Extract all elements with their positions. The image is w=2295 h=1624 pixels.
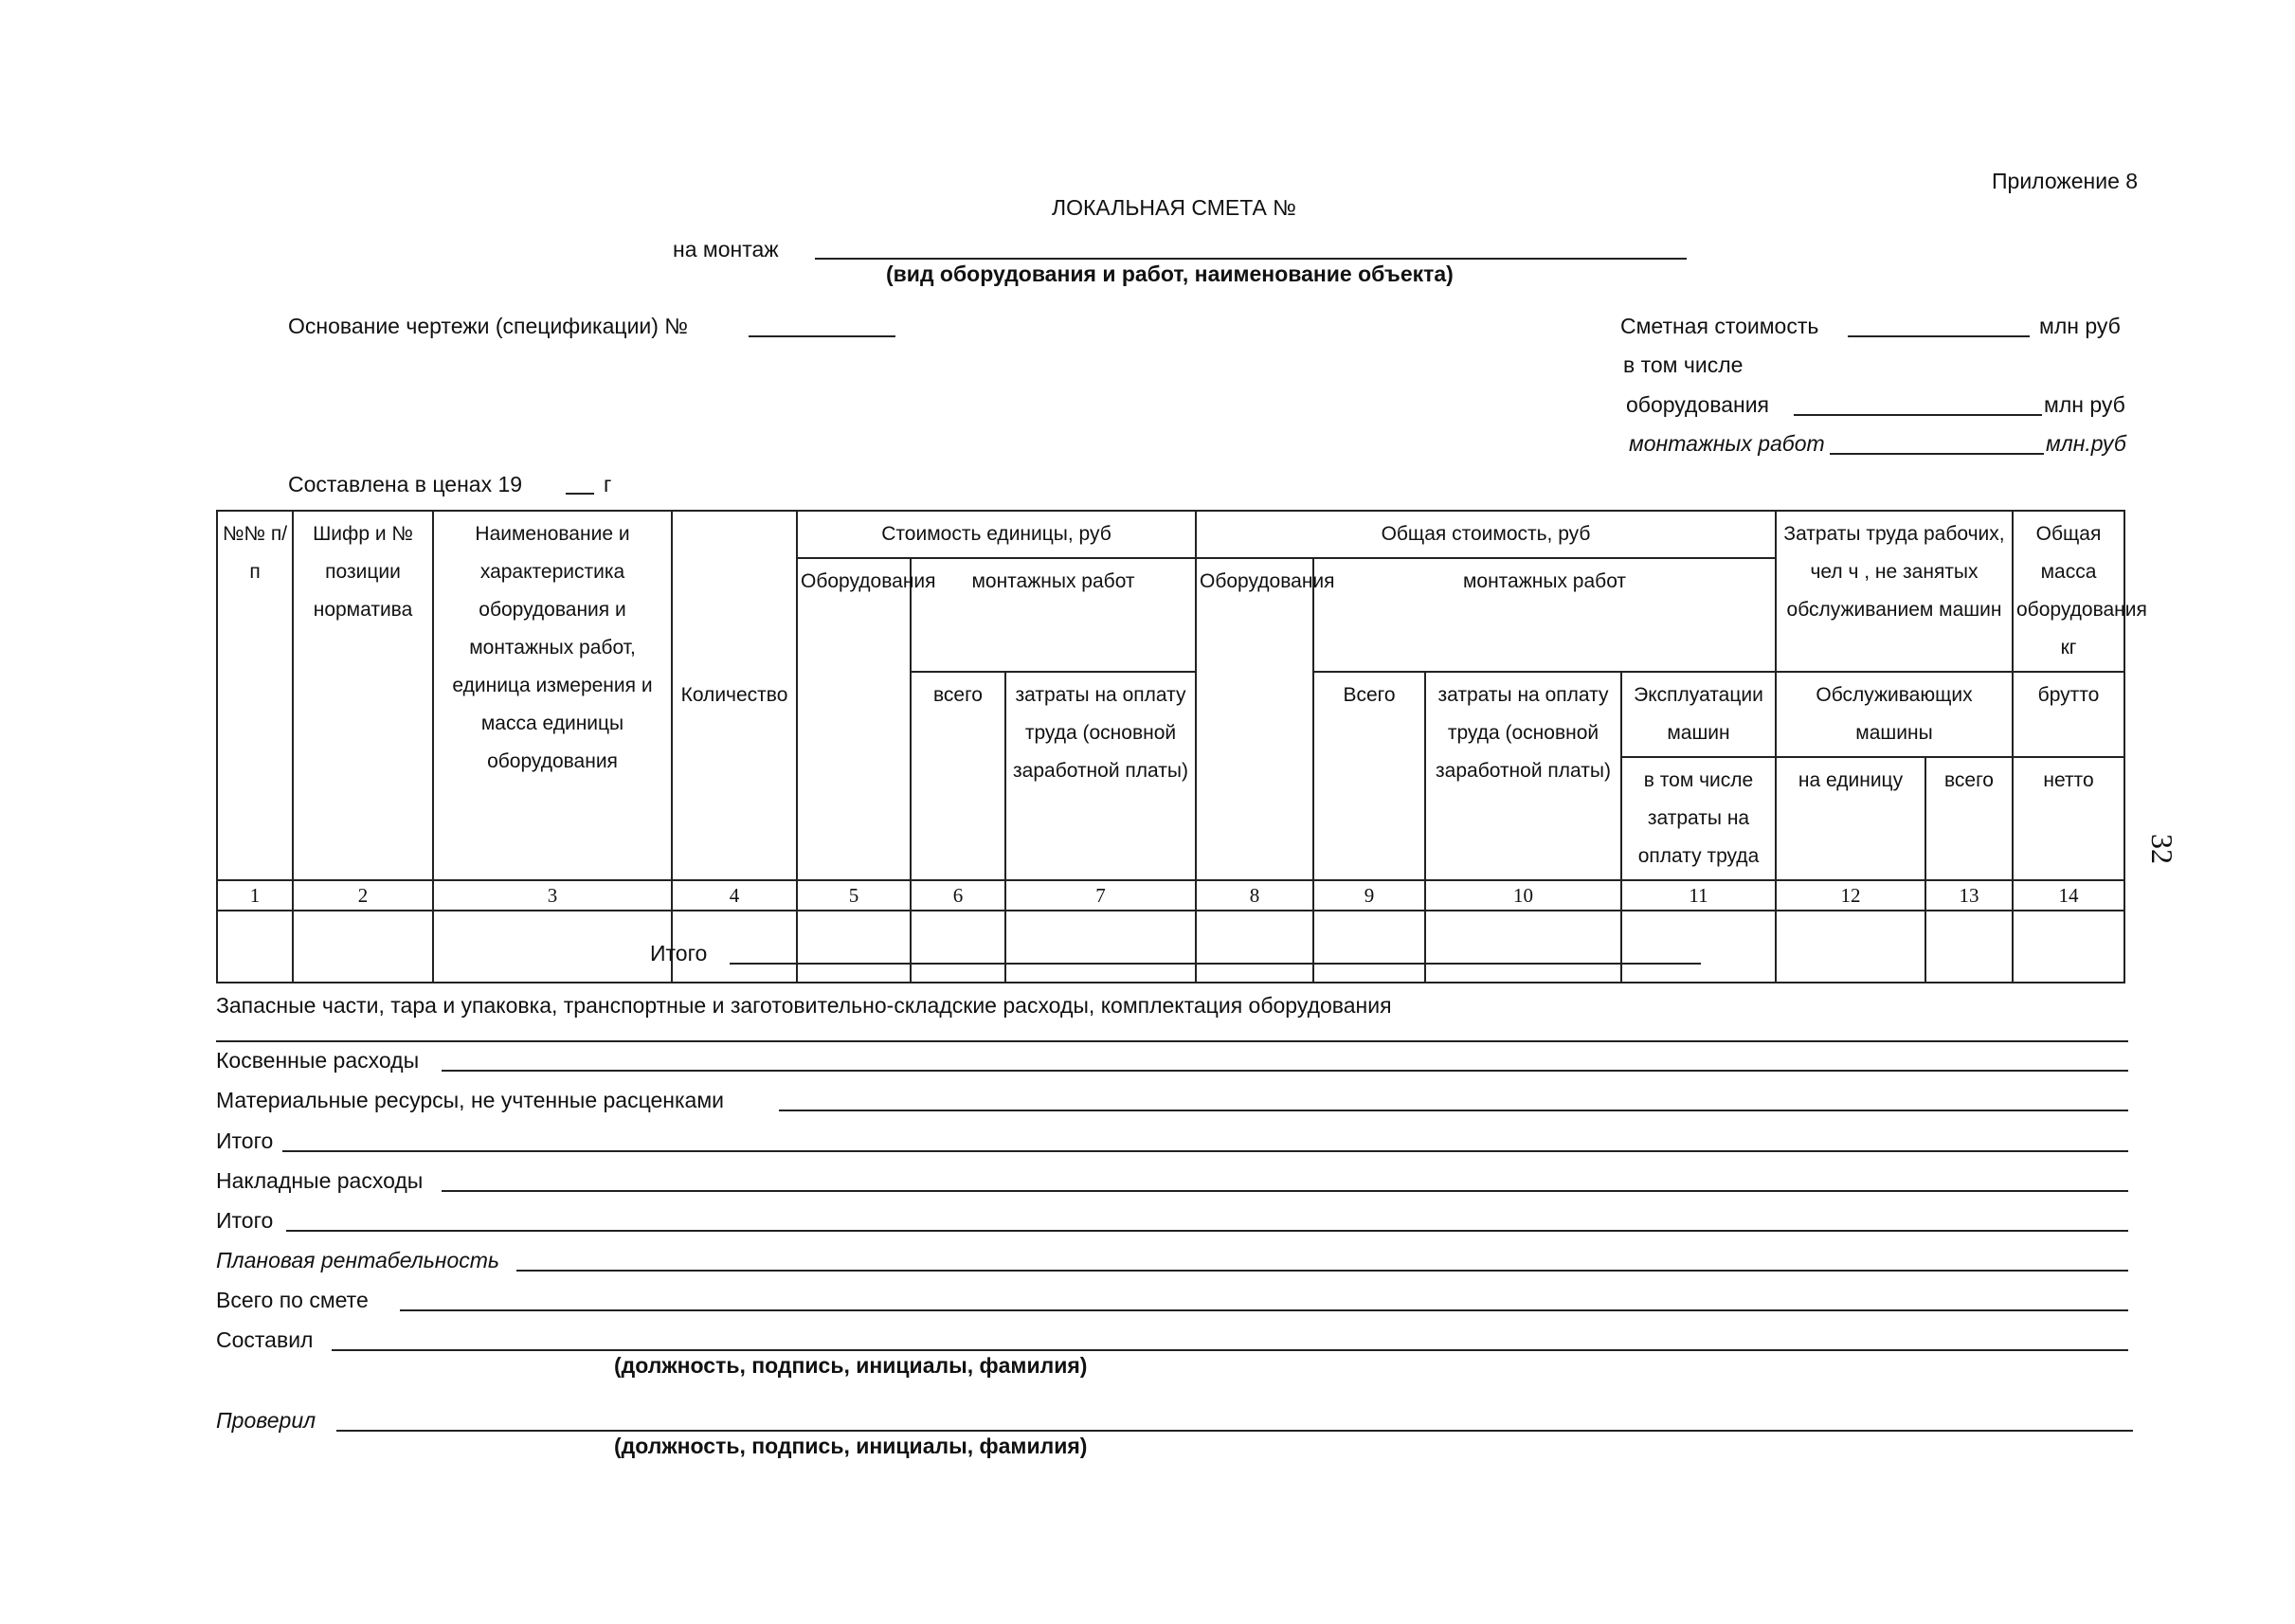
table-cell[interactable] bbox=[1196, 911, 1313, 983]
checked-caption: (должность, подпись, инициалы, фамилия) bbox=[614, 1434, 1088, 1458]
itogo-field-line[interactable] bbox=[730, 963, 1701, 965]
basis-label: Основание чертежи (спецификации) № bbox=[288, 314, 689, 338]
header-net: нетто bbox=[2013, 757, 2124, 880]
header-mass: Общая масса оборудования кг bbox=[2013, 511, 2124, 672]
mount-works-field-line[interactable] bbox=[1830, 453, 2044, 455]
header-gross: брутто bbox=[2013, 672, 2124, 757]
header-mount2: монтажных работ bbox=[1313, 558, 1776, 672]
equipment-unit: млн руб bbox=[2044, 392, 2125, 417]
header-name: Наименование и характеристика оборудования и монтажных работ, единица измерения и масса единицы оборудования bbox=[433, 511, 672, 880]
header-total-cost: Общая стоимость, руб bbox=[1196, 511, 1776, 558]
checked-field-line[interactable] bbox=[336, 1430, 2133, 1432]
overhead-field-line[interactable] bbox=[442, 1190, 2128, 1192]
spare-parts-field-line[interactable] bbox=[216, 1040, 2128, 1042]
col-number: 6 bbox=[911, 880, 1005, 911]
itogo2-field-line[interactable] bbox=[282, 1150, 2128, 1152]
col-number: 3 bbox=[433, 880, 672, 911]
spare-parts-label: Запасные части, тара и упаковка, транспортные и заготовительно-складские расходы, комплектация оборудования bbox=[216, 993, 1392, 1018]
mount-works-unit: млн.руб bbox=[2046, 431, 2126, 456]
header-total2: Всего bbox=[1313, 672, 1425, 880]
table-cell[interactable] bbox=[1005, 911, 1196, 983]
compiled-caption: (должность, подпись, инициалы, фамилия) bbox=[614, 1353, 1088, 1378]
itogo3-label: Итого bbox=[216, 1208, 274, 1233]
itogo2-label: Итого bbox=[216, 1128, 274, 1153]
header-unit-cost: Стоимость единицы, руб bbox=[797, 511, 1196, 558]
indirect-label: Косвенные расходы bbox=[216, 1048, 420, 1073]
header-mount: монтажных работ bbox=[911, 558, 1196, 672]
table-cell[interactable] bbox=[1313, 911, 1425, 983]
col-number: 2 bbox=[293, 880, 433, 911]
equipment-label: оборудования bbox=[1626, 392, 1769, 417]
header-equip: Оборудования bbox=[797, 558, 911, 880]
overhead-label: Накладные расходы bbox=[216, 1168, 424, 1193]
mount-label: на монтаж bbox=[673, 237, 779, 262]
page-number: 32 bbox=[2145, 834, 2179, 864]
incl-label: в том числе bbox=[1623, 352, 1744, 377]
header-qty: Количество bbox=[672, 511, 797, 880]
col-number: 5 bbox=[797, 880, 911, 911]
header-labor: Затраты труда рабочих, чел ч , не занятых обслуживанием машин bbox=[1776, 511, 2013, 672]
table-cell[interactable] bbox=[217, 911, 293, 983]
materials-label: Материальные ресурсы, не учтенные расценками bbox=[216, 1088, 725, 1112]
col-number: 1 bbox=[217, 880, 293, 911]
header-wages: затраты на оплату труда (основной заработной платы) bbox=[1005, 672, 1196, 880]
header-exploit: Эксплуатации машин bbox=[1621, 672, 1776, 757]
col-number: 8 bbox=[1196, 880, 1313, 911]
document-title: ЛОКАЛЬНАЯ СМЕТА № bbox=[1052, 195, 1296, 220]
cost-unit: млн руб bbox=[2039, 314, 2121, 338]
prices-year-label: Составлена в ценах 19 bbox=[288, 472, 523, 496]
mount-works-label: монтажных работ bbox=[1629, 431, 1825, 456]
table-cell[interactable] bbox=[293, 911, 433, 983]
table-cell[interactable] bbox=[1621, 911, 1776, 983]
header-serving: Обслуживающих машины bbox=[1776, 672, 2013, 757]
col-number: 9 bbox=[1313, 880, 1425, 911]
table-cell[interactable] bbox=[1425, 911, 1621, 983]
mount-field-line[interactable] bbox=[815, 258, 1687, 260]
cost-field-line[interactable] bbox=[1848, 335, 2030, 337]
col-number: 12 bbox=[1776, 880, 1925, 911]
cost-label: Сметная стоимость bbox=[1620, 314, 1819, 338]
header-all: всего bbox=[1925, 757, 2013, 880]
header-per-unit: на единицу bbox=[1776, 757, 1925, 880]
indirect-field-line[interactable] bbox=[442, 1070, 2128, 1072]
header-num: №№ п/п bbox=[217, 511, 293, 880]
col-number: 11 bbox=[1621, 880, 1776, 911]
profit-field-line[interactable] bbox=[516, 1270, 2128, 1272]
col-number: 14 bbox=[2013, 880, 2124, 911]
table-row bbox=[217, 911, 2124, 983]
table-cell[interactable] bbox=[2013, 911, 2124, 983]
col-number: 4 bbox=[672, 880, 797, 911]
year-field-line[interactable] bbox=[566, 493, 594, 495]
itogo3-field-line[interactable] bbox=[286, 1230, 2128, 1232]
table-cell[interactable] bbox=[797, 911, 911, 983]
table-cell[interactable] bbox=[433, 911, 672, 983]
year-suffix: г bbox=[604, 472, 612, 496]
materials-field-line[interactable] bbox=[779, 1110, 2128, 1111]
header-incl-wages: в том числе затраты на оплату труда bbox=[1621, 757, 1776, 880]
header-equip2: Оборудования bbox=[1196, 558, 1313, 880]
col-number: 7 bbox=[1005, 880, 1196, 911]
col-number: 10 bbox=[1425, 880, 1621, 911]
header-total: всего bbox=[911, 672, 1005, 880]
table-cell[interactable] bbox=[911, 911, 1005, 983]
total-label: Всего по смете bbox=[216, 1288, 369, 1312]
checked-label: Проверил bbox=[216, 1408, 316, 1433]
total-field-line[interactable] bbox=[400, 1309, 2128, 1311]
profit-label: Плановая рентабельность bbox=[216, 1248, 500, 1272]
table-cell[interactable] bbox=[1776, 911, 1925, 983]
itogo-label: Итого bbox=[650, 941, 708, 965]
compiled-label: Составил bbox=[216, 1327, 314, 1352]
header-wages2: затраты на оплату труда (основной заработной платы) bbox=[1425, 672, 1621, 880]
equipment-field-line[interactable] bbox=[1794, 414, 2042, 416]
mount-caption: (вид оборудования и работ, наименование объекта) bbox=[886, 262, 1454, 286]
header-code: Шифр и № позиции норматива bbox=[293, 511, 433, 880]
basis-field-line[interactable] bbox=[749, 335, 895, 337]
appendix-label: Приложение 8 bbox=[1992, 169, 2139, 193]
compiled-field-line[interactable] bbox=[332, 1349, 2128, 1351]
col-number: 13 bbox=[1925, 880, 2013, 911]
table-cell[interactable] bbox=[1925, 911, 2013, 983]
estimate-table bbox=[216, 510, 2147, 983]
